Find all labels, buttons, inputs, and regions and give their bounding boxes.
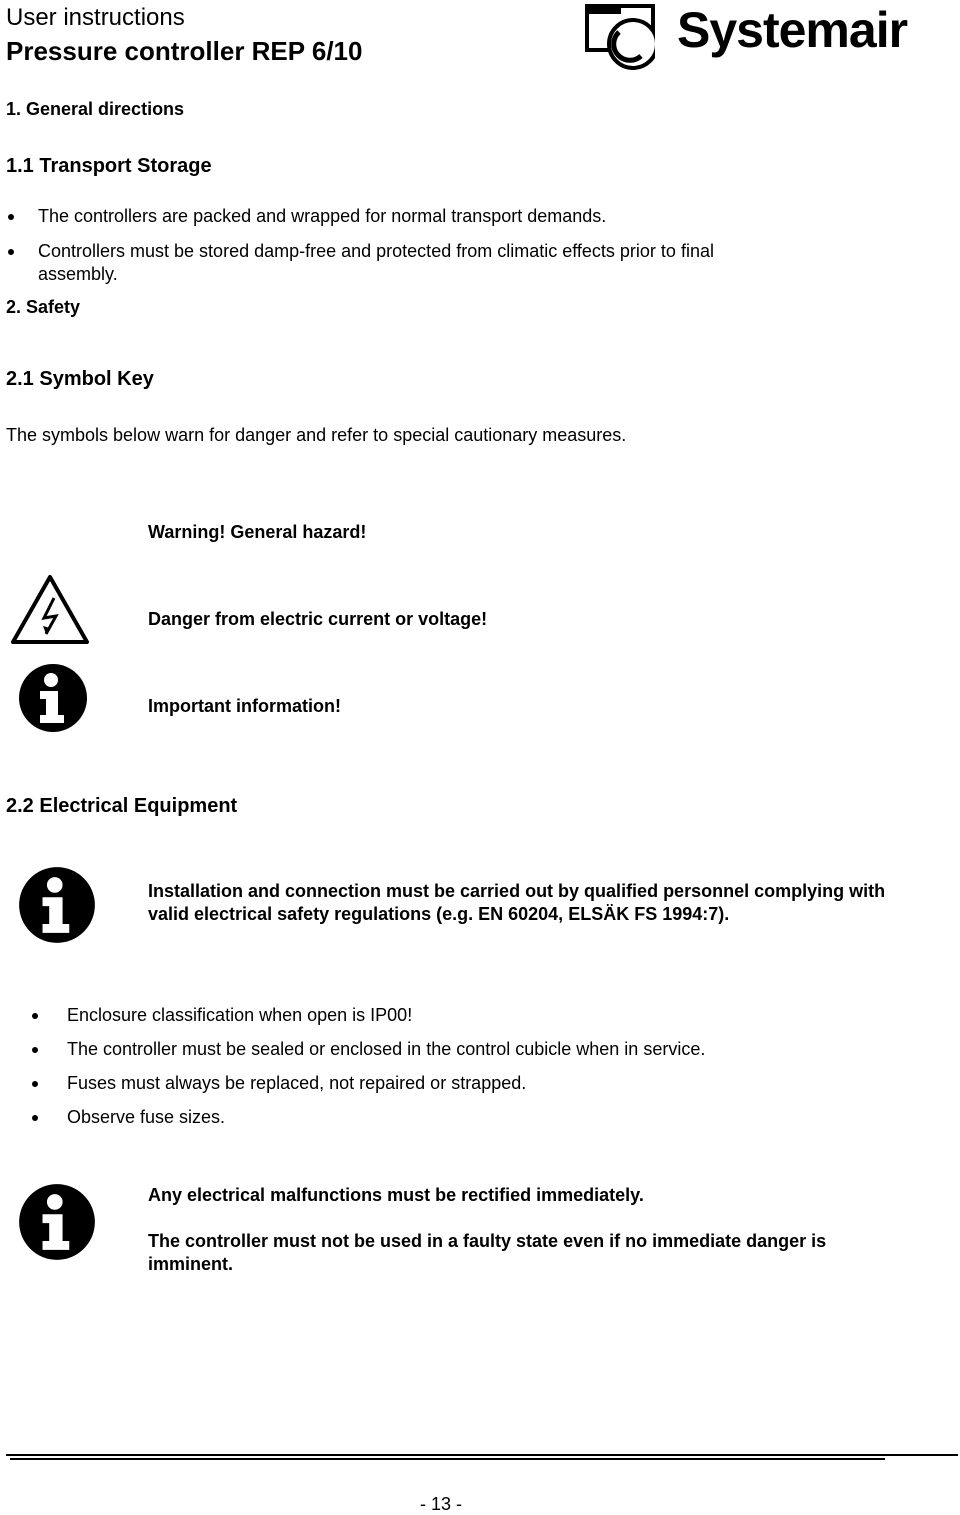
bullet-icon xyxy=(32,1115,38,1121)
list-item: Fuses must always be replaced, not repaired or strapped. xyxy=(30,1072,930,1106)
list-item: The controllers are packed and wrapped for normal transport demands. xyxy=(6,205,906,240)
section-heading-safety: 2. Safety xyxy=(6,297,81,317)
bullet-icon xyxy=(8,249,14,255)
bullet-icon xyxy=(8,214,14,220)
transport-list xyxy=(6,205,906,286)
list-item: The controller must be sealed or enclosed in the control cubicle when in service. xyxy=(30,1038,930,1072)
list-item: Enclosure classification when open is IP00! xyxy=(30,1004,930,1038)
electrical-list xyxy=(30,1004,930,1140)
systemair-logo xyxy=(585,2,908,74)
page-number: - 13 - xyxy=(420,1494,463,1514)
electric-danger-label: Danger from electric current or voltage! xyxy=(148,609,488,629)
section-heading-transport: 1.1 Transport Storage xyxy=(6,155,212,177)
important-info-label: Important information! xyxy=(148,696,341,716)
malfunction-note: Any electrical malfunctions must be rectified immediately. xyxy=(148,1185,644,1205)
document-subtitle: User instructions xyxy=(6,4,185,31)
section-heading-general: 1. General directions xyxy=(6,99,185,119)
list-item: Observe fuse sizes. xyxy=(30,1106,930,1140)
info-icon xyxy=(18,663,88,733)
electric-hazard-icon xyxy=(10,574,90,646)
bullet-icon xyxy=(32,1081,38,1087)
footer-rule-secondary xyxy=(10,1458,885,1460)
bullet-icon xyxy=(32,1013,38,1019)
list-item: Controllers must be stored damp-free and protected from climatic effects prior to final xyxy=(6,240,906,263)
bullet-icon xyxy=(32,1047,38,1053)
systemair-logo-icon xyxy=(585,2,655,72)
section-heading-electrical: 2.2 Electrical Equipment xyxy=(6,795,238,817)
list-item-continuation: assembly. xyxy=(38,264,118,284)
document-title: Pressure controller REP 6/10 xyxy=(6,36,363,66)
electrical-note: Installation and connection must be carried out by qualified personnel complying with valid electrical safety regulations (e.g. EN 60204, ELSÄK FS 1994:7). xyxy=(148,881,886,924)
section-heading-symbol-key: 2.1 Symbol Key xyxy=(6,368,154,390)
warning-label: Warning! General hazard! xyxy=(148,522,367,542)
info-icon xyxy=(18,1183,96,1261)
logo-wordmark: Systemair xyxy=(677,2,908,58)
info-icon xyxy=(18,866,96,944)
symbol-intro-text: The symbols below warn for danger and refer to special cautionary measures. xyxy=(6,425,627,445)
footer-rule xyxy=(6,1454,958,1456)
faulty-state-note: The controller must not be used in a faulty state even if no immediate danger is imminent. xyxy=(148,1231,827,1274)
